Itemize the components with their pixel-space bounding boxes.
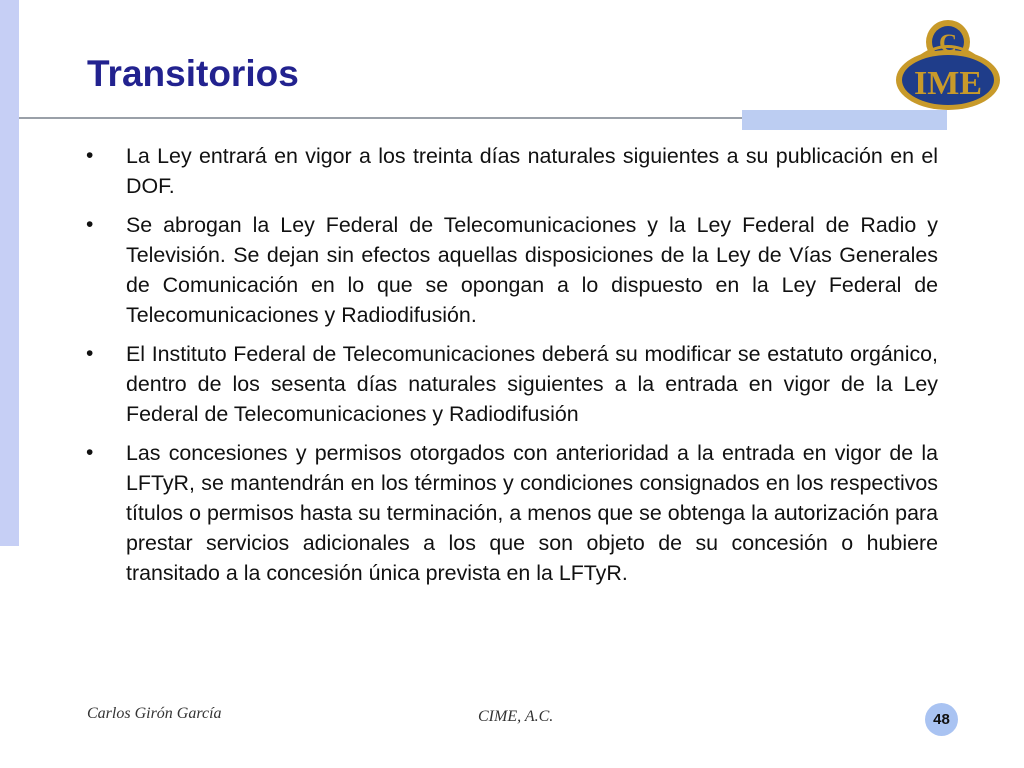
title-accent-block: [742, 110, 947, 130]
bullet-text: Se abrogan la Ley Federal de Telecomunicaciones y la Ley Federal de Radio y Televisión. Se dejan sin efectos aquellas disposiciones de la Ley de Vías Generales de Comunicación en lo que se opongan a lo dispuesto en la Ley Federal de Telecomunicaciones y Radiodifusión.: [126, 213, 938, 327]
slide-title: Transitorios: [87, 53, 299, 94]
page-number: 48: [933, 711, 950, 728]
bullet-item: [86, 438, 938, 588]
bullet-item: [86, 210, 938, 330]
bullet-item: [86, 141, 938, 201]
bullet-marker: •: [86, 213, 94, 236]
page-number-badge: [925, 703, 958, 736]
footer-author: Carlos Girón García: [87, 705, 222, 722]
bullet-item: [86, 339, 938, 429]
bullet-text: El Instituto Federal de Telecomunicaciones deberá su modificar se estatuto orgánico, dentro de los sesenta días naturales siguientes a la entrada en vigor de la Ley Federal de Telecomunicaciones y Radiodifusión: [126, 342, 938, 426]
logo-letter-top: C: [938, 30, 958, 57]
bullet-text: La Ley entrará en vigor a los treinta días naturales siguientes a su publicación en el DOF.: [126, 144, 938, 198]
bullet-marker: •: [86, 342, 94, 365]
bullet-text: Las concesiones y permisos otorgados con anterioridad a la entrada en vigor de la LFTyR, se mantendrán en los términos y condiciones consignados en los respectivos títulos o permisos hasta su terminación, a menos que se obtenga la autorización para prestar servicios adicionales a los que son objeto de su concesión o hubiere transitado a la concesión única prevista en la LFTyR.: [126, 441, 938, 585]
bullet-marker: •: [86, 144, 94, 167]
bullet-marker: •: [86, 441, 94, 464]
bullet-list: [86, 141, 938, 597]
logo-letters-bottom: IME: [914, 65, 982, 102]
footer-organization: CIME, A.C.: [478, 708, 554, 725]
left-accent-bar: [0, 0, 19, 546]
cime-logo: [893, 12, 1003, 112]
